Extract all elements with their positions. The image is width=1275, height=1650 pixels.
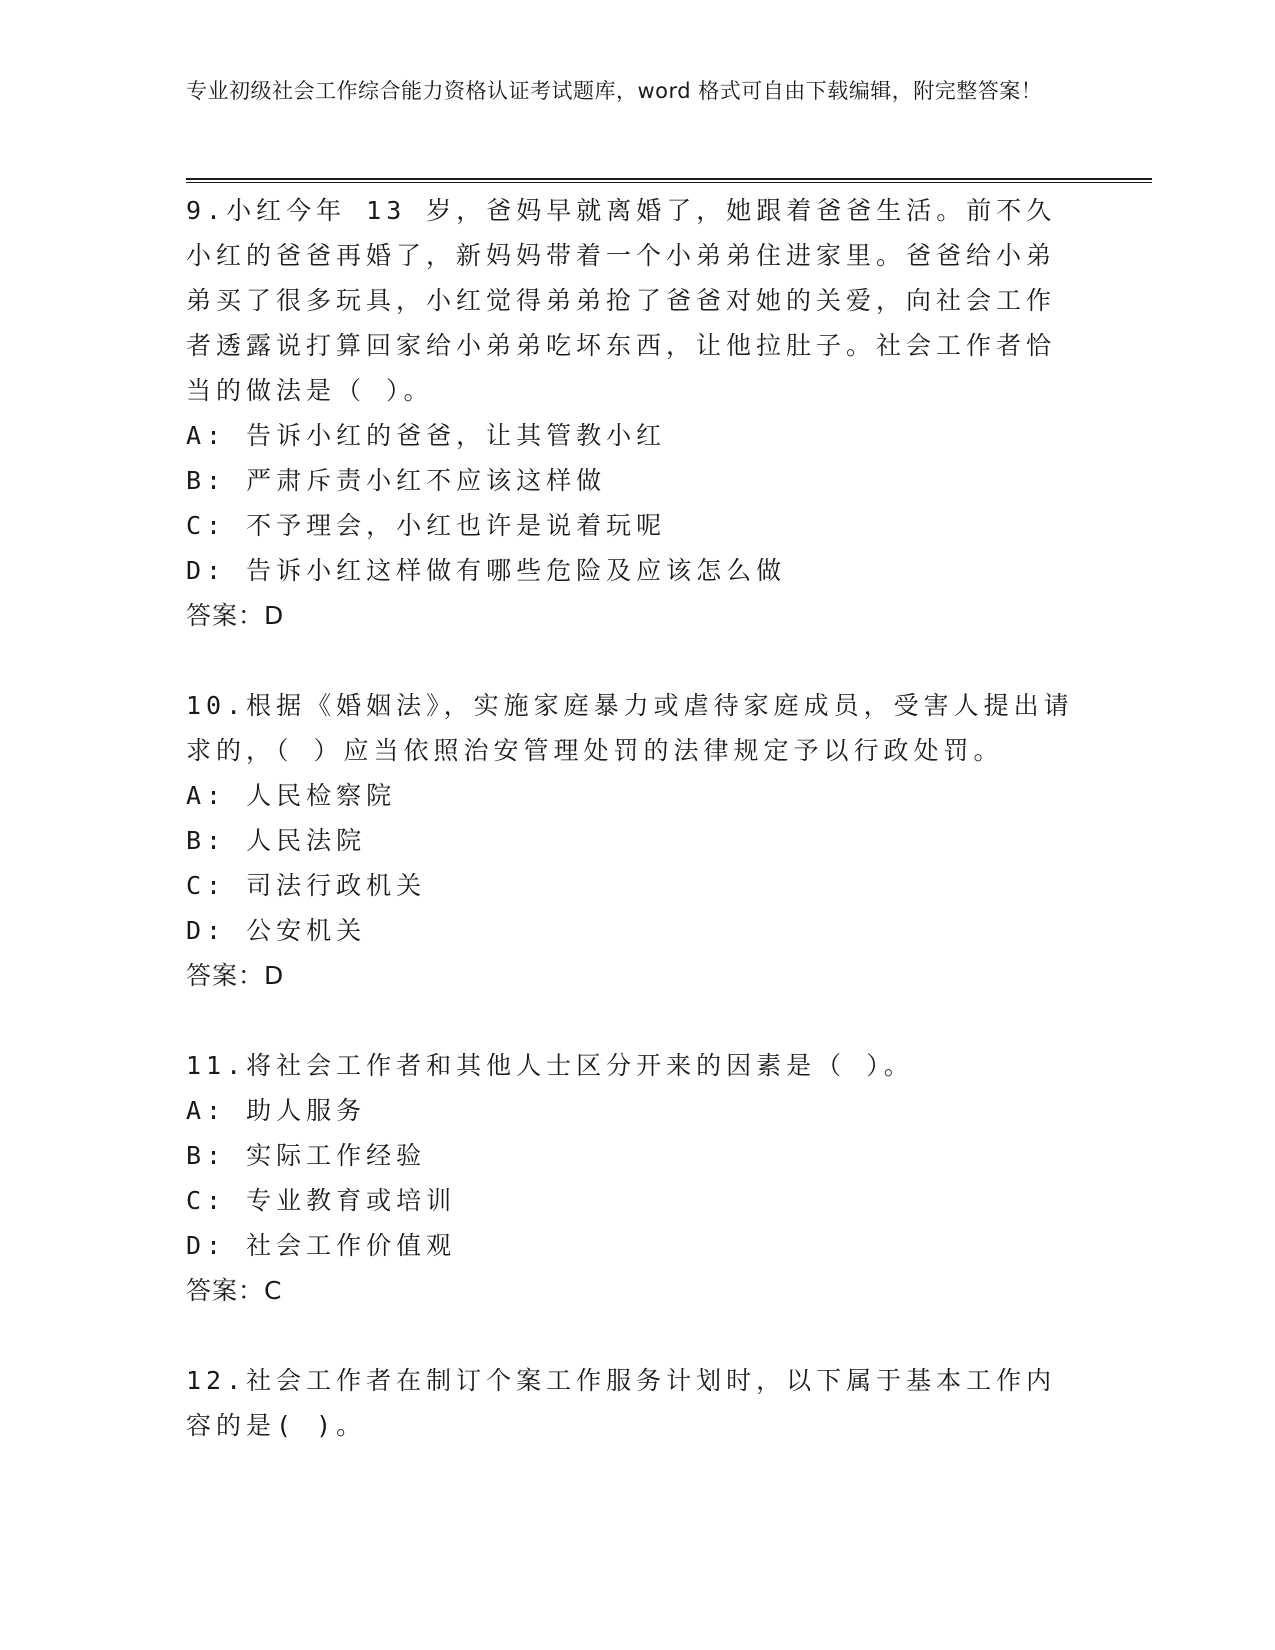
header-text: 专业初级社会工作综合能力资格认证考试题库，word 格式可自由下载编辑，附完整答案！: [186, 79, 1043, 103]
header-divider: [186, 178, 1152, 183]
question-9: [186, 188, 1076, 638]
question-stem: 9.小红今年 13 岁，爸妈早就离婚了，她跟着爸爸生活。前不久小红的爸爸再婚了，新妈妈带着一个小弟弟住进家里。爸爸给小弟弟买了很多玩具，小红觉得弟弟抢了爸爸对她的关爱，向社会工作者透露说打算回家给小弟弟吃坏东西，让他拉肚子。社会工作者恰当的做法是（ ）。: [186, 196, 1057, 405]
question-stem: 10.根据《婚姻法》，实施家庭暴力或虐待家庭成员，受害人提出请求的，（ ）应当依照治安管理处罚的法律规定予以行政处罚。: [186, 691, 1074, 765]
spacer: [186, 998, 1076, 1043]
question-stem: 11.将社会工作者和其他人士区分开来的因素是（ ）。: [186, 1051, 914, 1080]
question-12: [186, 1358, 1076, 1448]
question-list: [186, 188, 1076, 1448]
option-c: C: 不予理会，小红也许是说着玩呢: [186, 511, 667, 540]
option-c: C: 专业教育或培训: [186, 1186, 457, 1215]
option-b: B: 严肃斥责小红不应该这样做: [186, 466, 607, 495]
option-b: B: 实际工作经验: [186, 1141, 427, 1170]
spacer: [186, 638, 1076, 683]
option-a: A: 告诉小红的爸爸，让其管教小红: [186, 421, 667, 450]
answer-line: 答案：D: [186, 961, 285, 990]
option-d: D: 告诉小红这样做有哪些危险及应该怎么做: [186, 556, 787, 585]
option-a: A: 人民检察院: [186, 781, 397, 810]
document-header: [186, 76, 1066, 106]
option-d: D: 公安机关: [186, 916, 367, 945]
answer-line: 答案：D: [186, 601, 285, 630]
answer-line: 答案：C: [186, 1276, 283, 1305]
question-11: [186, 1043, 1076, 1313]
option-a: A: 助人服务: [186, 1096, 367, 1125]
question-10: [186, 683, 1076, 998]
option-b: B: 人民法院: [186, 826, 367, 855]
option-c: C: 司法行政机关: [186, 871, 427, 900]
spacer: [186, 1313, 1076, 1358]
question-stem: 12.社会工作者在制订个案工作服务计划时，以下属于基本工作内容的是( )。: [186, 1366, 1057, 1440]
option-d: D: 社会工作价值观: [186, 1231, 457, 1260]
